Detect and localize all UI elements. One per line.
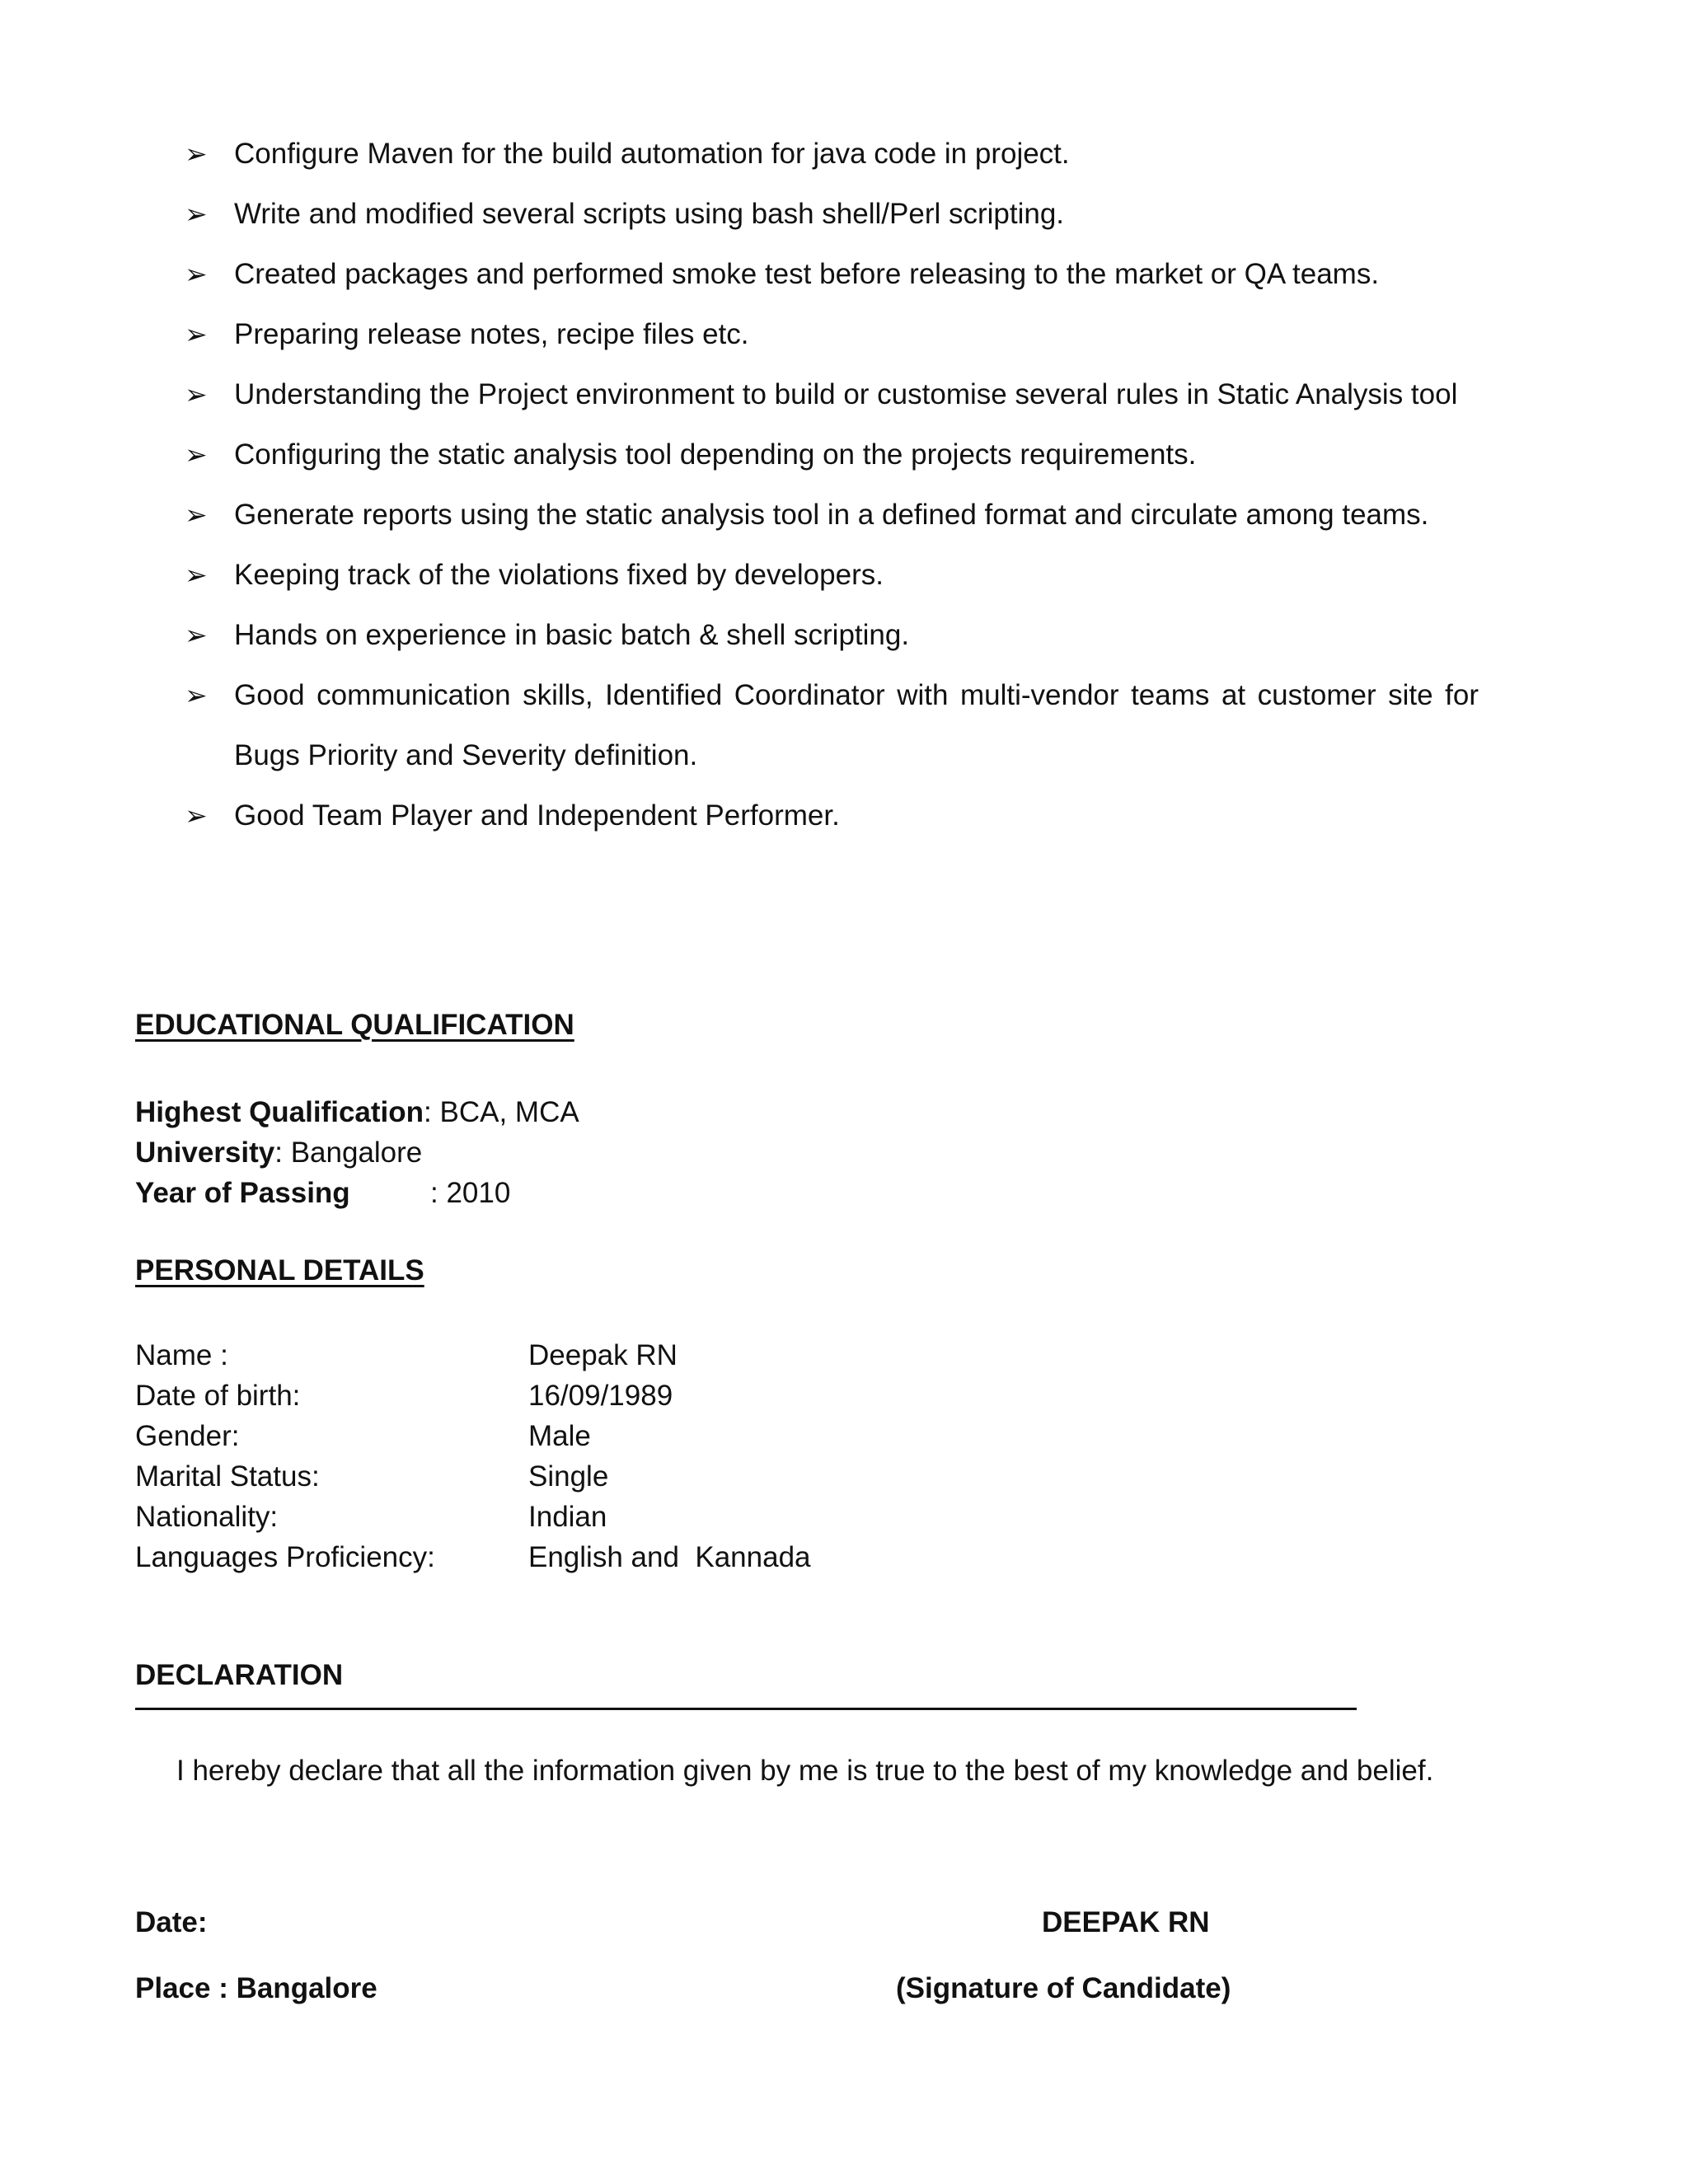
arrowhead-bullet-icon: ➢ [185, 619, 208, 651]
list-item-text: Created packages and performed smoke test before releasing to the market or QA teams. [234, 258, 1380, 290]
signature-label: (Signature of Candidate) [896, 1972, 1231, 2004]
arrowhead-bullet-icon: ➢ [185, 679, 208, 711]
education-heading: EDUCATIONAL QUALIFICATION [135, 1009, 574, 1041]
personal-value: Deepak RN [528, 1339, 678, 1371]
list-item [185, 364, 1479, 424]
personal-value: Male [528, 1420, 591, 1452]
personal-row-marital-status [135, 1456, 811, 1497]
list-item-text: Keeping track of the violations fixed by developers. [234, 559, 884, 591]
list-item-text: Understanding the Project environment to build or customise several rules in Static Analysis tool [234, 378, 1458, 410]
personal-row-languages [135, 1537, 811, 1577]
list-item [185, 244, 1479, 304]
list-item-text: Preparing release notes, recipe files etc. [234, 318, 749, 350]
year-of-passing-value: : 2010 [430, 1177, 511, 1209]
year-of-passing-label: Year of Passing [135, 1177, 350, 1209]
highest-qualification-label: Highest Qualification [135, 1096, 424, 1128]
list-item-text: Configuring the static analysis tool depending on the projects requirements. [234, 438, 1197, 471]
university-value: : Bangalore [274, 1137, 423, 1169]
personal-row-gender [135, 1416, 811, 1456]
personal-value: 16/09/1989 [528, 1380, 673, 1412]
personal-row-nationality [135, 1497, 811, 1537]
personal-value: Single [528, 1460, 609, 1493]
arrowhead-bullet-icon: ➢ [185, 499, 208, 531]
arrowhead-bullet-icon: ➢ [185, 318, 208, 350]
list-item-text: Hands on experience in basic batch & shell scripting. [234, 619, 910, 651]
highest-qualification-value: : BCA, MCA [424, 1096, 579, 1128]
university-label: University [135, 1137, 275, 1169]
arrowhead-bullet-icon: ➢ [185, 378, 208, 410]
candidate-name: DEEPAK RN [1042, 1906, 1210, 1938]
list-item [185, 424, 1479, 485]
list-item [185, 785, 1479, 846]
personal-label: Date of birth: [135, 1380, 301, 1412]
list-item-text: Good communication skills, Identified Coordinator with multi-vendor teams at customer site for Bugs Priority and Severity definition. [234, 679, 1479, 771]
personal-label: Name : [135, 1339, 228, 1371]
highest-qualification-line [135, 1092, 579, 1132]
list-item-text: Generate reports using the static analysis tool in a defined format and circulate among teams. [234, 499, 1429, 531]
list-item [185, 304, 1479, 364]
declaration-divider [135, 1708, 1357, 1710]
personal-details-table [135, 1335, 811, 1577]
list-item-text: Good Team Player and Independent Performer. [234, 799, 840, 832]
personal-details-heading: PERSONAL DETAILS [135, 1254, 424, 1286]
arrowhead-bullet-icon: ➢ [185, 799, 208, 832]
personal-row-name [135, 1335, 811, 1376]
arrowhead-bullet-icon: ➢ [185, 138, 208, 170]
arrowhead-bullet-icon: ➢ [185, 438, 208, 471]
arrowhead-bullet-icon: ➢ [185, 198, 208, 230]
personal-label: Nationality: [135, 1501, 279, 1533]
list-item [185, 665, 1479, 785]
list-item [185, 545, 1479, 605]
personal-value: English and Kannada [528, 1541, 811, 1573]
university-line [135, 1132, 579, 1173]
place-label: Place : Bangalore [135, 1972, 377, 2004]
declaration-heading: DECLARATION [135, 1659, 344, 1691]
list-item [185, 184, 1479, 244]
personal-label: Gender: [135, 1420, 240, 1452]
responsibilities-list [185, 124, 1479, 846]
list-item [185, 605, 1479, 665]
list-item [185, 124, 1479, 184]
declaration-text: I hereby declare that all the information given by me is true to the best of my knowledge and belief. [176, 1755, 1434, 1787]
personal-row-dob [135, 1376, 811, 1416]
arrowhead-bullet-icon: ➢ [185, 258, 208, 290]
list-item [185, 485, 1479, 545]
year-of-passing-line [135, 1173, 579, 1213]
list-item-text: Configure Maven for the build automation for java code in project. [234, 138, 1070, 170]
personal-value: Indian [528, 1501, 607, 1533]
education-details [135, 1092, 579, 1213]
date-label: Date: [135, 1906, 208, 1938]
list-item-text: Write and modified several scripts using bash shell/Perl scripting. [234, 198, 1065, 230]
personal-label: Languages Proficiency: [135, 1541, 435, 1573]
personal-label: Marital Status: [135, 1460, 320, 1493]
arrowhead-bullet-icon: ➢ [185, 559, 208, 591]
